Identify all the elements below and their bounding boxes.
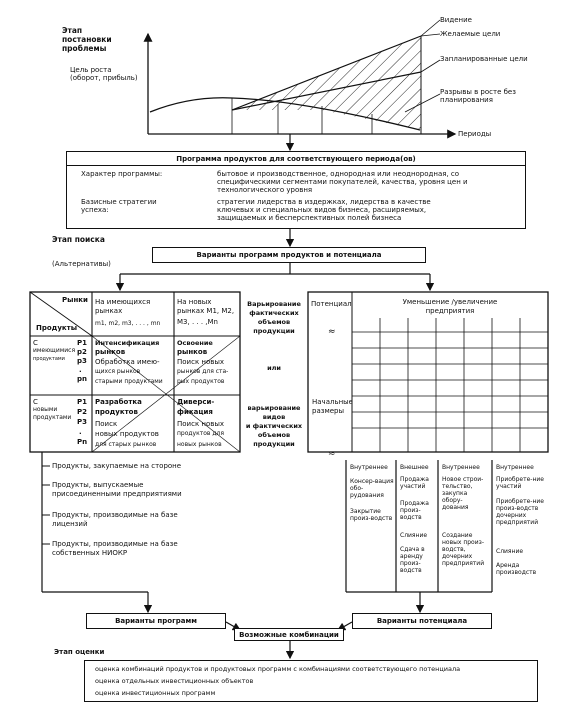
program-variants-box — [86, 613, 226, 629]
eval-line-3: оценка инвестиционных программ — [95, 689, 216, 697]
row2-code-4: . — [79, 428, 82, 436]
product-source-3: Продукты, производимые на базе лицензий — [52, 511, 178, 528]
matrix-header-markets: Рынки — [62, 296, 88, 304]
row1-label-1: С — [33, 339, 38, 347]
pot-col2-head: Внешнее — [400, 464, 429, 471]
row1-code-3: p3 — [77, 357, 87, 365]
product-source-2: Продукты, выпускаемые присоединенными предприятиями — [52, 481, 182, 498]
row2-code-5: Pn — [77, 438, 88, 446]
strategies-label-1: Базисные стратегии — [81, 198, 157, 206]
svg-text:≈: ≈ — [328, 327, 336, 337]
product-source-4: Продукты, производимые на базе собственных НИОКР — [52, 540, 178, 557]
cell11-line2: рынков — [95, 348, 126, 356]
col1-line3: m1, m2, m3, . . . , mn — [95, 320, 161, 327]
vary-volume-1: Варьирование — [247, 300, 301, 308]
col2-line2: рынках M1, M2, — [177, 307, 235, 315]
cell22-line2: фикация — [177, 408, 213, 416]
alternatives-label: (Альтернативы) — [52, 260, 111, 268]
pot-col2-item2: Продажа произ-водств — [400, 500, 429, 521]
row1-label-2: имеющимися — [33, 347, 76, 354]
row2-label-2: новыми — [33, 406, 58, 413]
potential-col-header: Потенциал — [311, 300, 352, 308]
cell12-line5: рых продуктов — [177, 378, 225, 385]
change-header-2: предприятия — [425, 307, 475, 315]
pot-col1-head: Внутреннее — [350, 464, 388, 471]
strategies-text-1: стратегии лидерства в издержках, лидерства в качестве — [217, 198, 431, 206]
program-box — [66, 151, 526, 229]
strategies-label-2: успеха: — [81, 206, 109, 214]
eval-line-2: оценка отдельных инвестиционных объектов — [95, 677, 254, 685]
pot-col1-item1: Консер-вация обо-рудования — [350, 478, 394, 499]
cell22-line4: продуктов для — [177, 430, 224, 437]
character-text-2: специфическими сегментами покупателей, качества, уровня цен и — [217, 178, 468, 186]
combinations-box — [234, 628, 344, 641]
matrix-header-products: Продукты — [36, 324, 78, 332]
row1-label-3: продуктами — [33, 356, 65, 362]
cell11-line3: Обработка имею- — [95, 358, 160, 366]
row2-label-3: продуктами — [33, 414, 72, 421]
evaluation-stage-title: Этап оценки — [54, 648, 105, 656]
program-variants-label: Варианты программ — [115, 617, 197, 625]
potential-table — [308, 292, 548, 459]
character-label: Характер программы: — [81, 170, 163, 178]
cell12-line2: рынков — [177, 348, 208, 356]
variants-box — [152, 247, 426, 263]
cell12-line3: Поиск новых — [177, 358, 225, 366]
strategies-text-2: ключевых и специальных видов бизнеса, расширяемых, — [217, 206, 427, 214]
vary-types-2: видов — [262, 413, 286, 421]
cell22-line1: Диверси- — [177, 398, 215, 406]
pot-col2-item1: Продажа участий — [400, 476, 429, 490]
pot-col4-head: Внутреннее — [496, 464, 534, 471]
gap-hatch — [232, 36, 421, 130]
product-source-1: Продукты, закупаемые на стороне — [52, 462, 182, 470]
variants-title: Варианты программ продуктов и потенциала — [196, 251, 382, 259]
row2-label-1: С — [33, 398, 38, 406]
cell12-line1: Освоение — [177, 339, 213, 347]
svg-text:≈: ≈ — [328, 449, 336, 459]
program-box-title: Программа продуктов для соответствующего периода(ов) — [176, 155, 416, 163]
cell21-line3: Поиск — [95, 420, 118, 428]
pot-col4-item4: Аренда производств — [496, 562, 537, 576]
pot-col3-head: Внутреннее — [442, 464, 480, 471]
vary-types-1: варьирование — [247, 404, 301, 412]
vision-label: Видение — [440, 16, 472, 24]
search-stage-title: Этап поиска — [52, 235, 105, 244]
cell21-line4: новых продуктов — [95, 430, 159, 438]
cell11-line4: щихся рынков — [95, 368, 141, 375]
pot-col4-item3: Слияние — [496, 548, 524, 555]
cell11-line5: старыми продуктами — [95, 378, 163, 385]
eval-line-1: оценка комбинаций продуктов и продуктовых программ с комбинациями соответствующего потенциала — [95, 665, 461, 673]
row2-code-1: P1 — [77, 398, 88, 406]
cell11-line1: Интенсификация — [95, 339, 160, 347]
pot-col4-item2: Приобрете-ние произ-водств дочерних предприятий — [496, 498, 544, 526]
vary-types-4: объемов — [257, 431, 291, 439]
pot-col3-item2: Создание новых произ-водств, дочерних предприятий — [442, 532, 485, 567]
vary-volume-4: продукции — [253, 327, 295, 335]
periods-label: Периоды — [458, 130, 492, 138]
col2-line1: На новых — [177, 298, 212, 306]
vary-volume-2: фактических — [249, 309, 299, 317]
combinations-label: Возможные комбинации — [239, 631, 339, 639]
row2-code-3: P3 — [77, 418, 88, 426]
col2-line3: M3, . . . ,Mn — [177, 318, 218, 326]
cell12-line4: рынков для ста- — [177, 368, 229, 375]
or-label: или — [267, 364, 281, 372]
vary-types-5: продукции — [253, 440, 295, 448]
cell22-line3: Поиск новых — [177, 420, 225, 428]
change-header-1: Уменьшение /увеличение — [402, 298, 498, 306]
desired-goals-label: Желаемые цели — [440, 30, 501, 38]
potential-variants-label: Варианты потенциала — [376, 617, 468, 625]
goal-label: Цель роста (оборот, прибыль) — [70, 66, 138, 82]
potential-variants-box — [352, 613, 492, 629]
gaps-label: Разрывы в росте без планирования — [440, 88, 516, 104]
row1-code-4: . — [79, 366, 82, 374]
col1-line2: рынках — [95, 307, 123, 315]
pot-col2-item4: Сдача в аренду произ-водств — [400, 546, 425, 574]
growth-chart — [148, 20, 455, 134]
evaluation-box — [84, 660, 538, 702]
pot-col3-item1: Новое строи-тельство, закупка обору-дования — [442, 476, 484, 511]
row1-code-1: P1 — [77, 339, 88, 347]
row1-code-5: pn — [77, 375, 87, 383]
character-text-3: технологического уровня — [217, 186, 313, 194]
row1-code-2: p2 — [77, 348, 87, 356]
strategies-text-3: защищаемых и бесперспективных полей бизнеса — [217, 214, 402, 222]
pot-col1-item2: Закрытие произ-водств — [350, 508, 393, 522]
initial-sizes-1: Начальные — [312, 398, 353, 406]
cell21-line2: продуктов — [95, 408, 138, 416]
cell21-line5: для старых рынков — [95, 441, 157, 448]
pot-col2-item3: Слияние — [400, 532, 428, 539]
cell21-line1: Разработка — [95, 398, 142, 406]
row2-code-2: P2 — [77, 408, 88, 416]
character-text-1: бытовое и производственное, однородная или неоднородная, со — [217, 170, 460, 178]
planned-goals-label: Запланированные цели — [440, 55, 528, 63]
pot-col4-item1: Приобрете-ние участий — [496, 476, 544, 490]
planning-stage-title: Этап постановки проблемы — [62, 26, 112, 53]
col1-line1: На имеющихся — [95, 298, 151, 306]
vary-volume-3: объемов — [257, 318, 291, 326]
initial-sizes-2: размеры — [312, 407, 345, 415]
vary-types-3: и фактических — [245, 422, 303, 430]
cell22-line5: новых рынков — [177, 441, 222, 448]
